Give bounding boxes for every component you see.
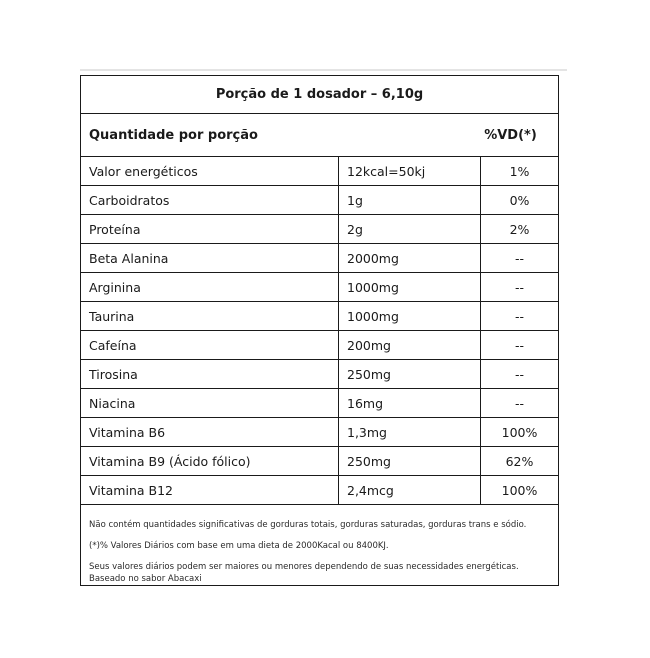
footer-note-daily-values: (*)% Valores Diários com base em uma dieta de 2000Kacal ou 8400KJ.: [89, 540, 389, 551]
serving-title-text: Porção de 1 dosador – 6,10g: [215, 87, 424, 102]
table-row: [81, 418, 558, 447]
header-quantity-label: Quantidade por porção: [89, 127, 258, 143]
footer-note-composition: Não contém quantidades significativas de gorduras totais, gorduras saturadas, gorduras trans e sódio.: [89, 520, 527, 530]
table-row: [81, 447, 558, 476]
nutrient-name: Vitamina B9 (Ácido fólico): [81, 447, 339, 476]
nutrient-amount: 250mg: [339, 447, 481, 476]
nutrition-facts-table: [80, 75, 559, 586]
nutrient-name: Carboidratos: [81, 186, 339, 215]
nutrient-amount: 2,4mcg: [339, 476, 481, 505]
nutrient-amount: 12kcal=50kj: [339, 157, 481, 186]
nutrient-vd: 62%: [481, 447, 559, 476]
nutrient-name: Vitamina B12: [81, 476, 339, 505]
nutrient-amount: 1,3mg: [339, 418, 481, 447]
nutrient-name: Cafeína: [81, 331, 339, 360]
nutrient-name: Vitamina B6: [81, 418, 339, 447]
table-row: [81, 273, 558, 302]
nutrient-amount: 2g: [339, 215, 481, 244]
table-row: [81, 244, 558, 273]
footer-note-flavor: Baseado no sabor Abacaxi: [89, 574, 202, 585]
nutrient-vd: --: [481, 244, 559, 273]
nutrient-vd: --: [481, 273, 559, 302]
nutrient-amount: 1g: [339, 186, 481, 215]
table-row: [81, 302, 558, 331]
nutrient-amount: 200mg: [339, 331, 481, 360]
nutrient-amount: 1000mg: [339, 302, 481, 331]
table-row: [81, 476, 558, 505]
nutrient-vd: --: [481, 389, 559, 418]
nutrient-name: Tirosina: [81, 360, 339, 389]
table-row: [81, 331, 558, 360]
nutrient-name: Valor energéticos: [81, 157, 339, 186]
nutrient-vd: 0%: [481, 186, 559, 215]
nutrient-amount: 16mg: [339, 389, 481, 418]
top-divider: [80, 69, 567, 71]
nutrient-vd: 2%: [481, 215, 559, 244]
nutrient-name: Niacina: [81, 389, 339, 418]
nutrient-vd: 100%: [481, 418, 559, 447]
nutrient-table: [81, 157, 558, 505]
table-row: [81, 360, 558, 389]
table-header: [81, 114, 558, 157]
table-row: [81, 186, 558, 215]
nutrient-name: Proteína: [81, 215, 339, 244]
serving-title: [81, 76, 558, 114]
footer-note-energy: Seus valores diários podem ser maiores ou menores dependendo de suas necessidades energéticas.: [89, 561, 519, 572]
nutrient-amount: 1000mg: [339, 273, 481, 302]
nutrient-name: Taurina: [81, 302, 339, 331]
nutrient-vd: 100%: [481, 476, 559, 505]
nutrient-name: Beta Alanina: [81, 244, 339, 273]
nutrient-vd: --: [481, 331, 559, 360]
nutrient-vd: 1%: [481, 157, 559, 186]
table-row: [81, 389, 558, 418]
footer-notes: [81, 505, 558, 586]
table-row: [81, 157, 558, 186]
nutrient-amount: 250mg: [339, 360, 481, 389]
header-vd-label: %VD(*): [484, 127, 537, 143]
nutrient-name: Arginina: [81, 273, 339, 302]
nutrient-amount: 2000mg: [339, 244, 481, 273]
nutrient-vd: --: [481, 360, 559, 389]
nutrient-vd: --: [481, 302, 559, 331]
table-row: [81, 215, 558, 244]
